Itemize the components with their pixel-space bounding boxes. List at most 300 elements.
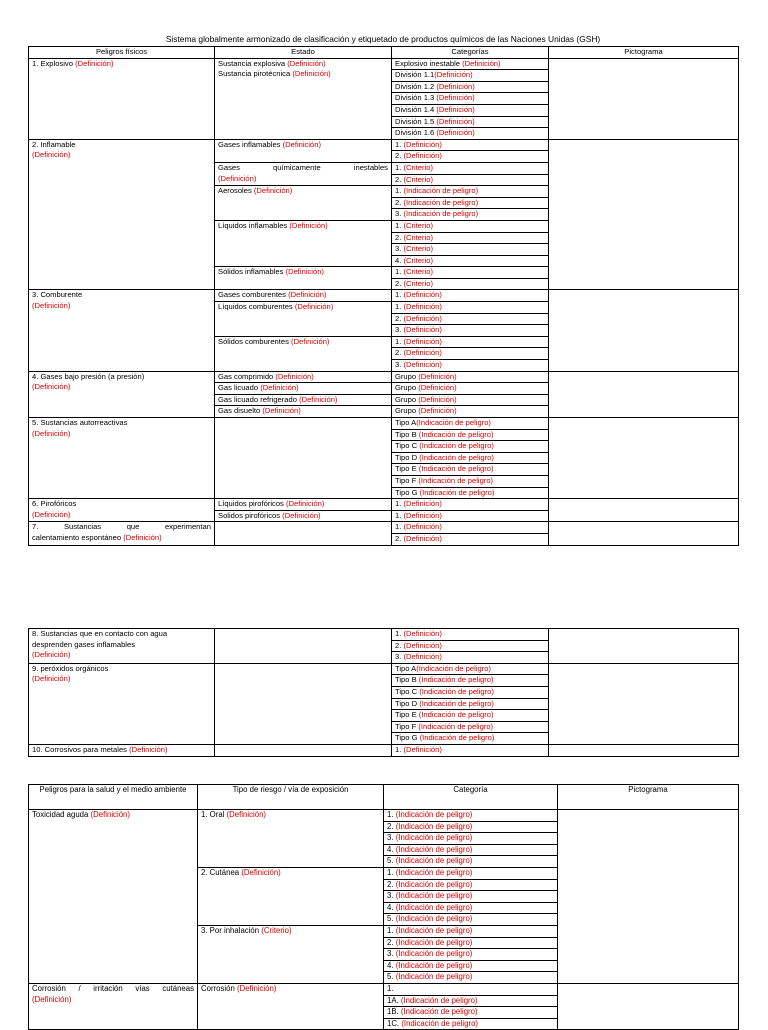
hazard-name: 2. Inflamable xyxy=(32,139,76,149)
criterion-link[interactable]: (Criterio) xyxy=(261,925,292,935)
definition-link[interactable]: (Definición) xyxy=(32,674,71,684)
category-cell xyxy=(392,232,549,244)
category-cell xyxy=(392,174,549,186)
state-cell xyxy=(215,220,392,266)
category-label: 2. xyxy=(395,232,402,242)
table-row xyxy=(29,810,739,822)
category-label: Tipo D xyxy=(395,452,418,462)
table-row xyxy=(29,371,739,383)
definition-link[interactable]: (Definición) xyxy=(32,150,71,160)
category-cell xyxy=(392,139,549,151)
criterion-link[interactable]: (Criterio) xyxy=(403,174,433,184)
column-header: Tipo de riesgo / vía de exposición xyxy=(198,785,384,810)
column-header: Pictograma xyxy=(549,47,739,59)
criterion-link[interactable]: (Criterio) xyxy=(403,255,433,265)
state-cell xyxy=(215,162,392,185)
physical-hazards-table xyxy=(28,46,739,546)
category-label: 3. xyxy=(395,360,402,370)
category-label: Grupo xyxy=(395,383,417,393)
category-cell xyxy=(392,464,549,476)
definition-link[interactable]: (Definición) xyxy=(436,81,475,91)
category-cell xyxy=(392,360,549,372)
hazard-cell xyxy=(29,810,198,984)
table-row xyxy=(29,744,739,756)
hazard-statement-link[interactable]: (Indicación de peligro) xyxy=(395,891,473,901)
category-label: 4. xyxy=(395,255,402,265)
hazard-statement-link[interactable]: (Indicación de peligro) xyxy=(395,937,473,947)
category-cell xyxy=(392,499,549,511)
exposure-cell xyxy=(198,925,384,983)
state-label: Aerosoles xyxy=(218,186,252,196)
category-label: 1. xyxy=(387,810,394,819)
category-cell xyxy=(384,821,558,833)
category-cell xyxy=(392,290,549,302)
definition-link[interactable]: (Definición) xyxy=(226,810,267,819)
hazard-statement-link[interactable]: (Indicación de peligro) xyxy=(395,949,473,959)
category-label: 1. xyxy=(395,499,402,509)
category-label: Grupo xyxy=(395,394,417,404)
definition-link[interactable]: (Definición) xyxy=(403,325,442,335)
state-label: Sustancia pirotécnica xyxy=(218,69,291,79)
state-cell xyxy=(215,663,392,744)
definition-link[interactable]: (Definición) xyxy=(299,394,338,404)
category-cell xyxy=(392,663,549,675)
category-label: Tipo F xyxy=(395,475,417,485)
hazard-name: / xyxy=(78,983,81,993)
state-label: inestables xyxy=(353,162,388,172)
pictogram-cell xyxy=(549,58,739,139)
category-cell xyxy=(392,116,549,128)
exposure-label: 1. Oral xyxy=(201,810,225,819)
state-cell xyxy=(215,371,392,383)
criterion-link[interactable]: (Criterio) xyxy=(403,220,433,230)
category-label: 3. xyxy=(387,891,394,901)
definition-link[interactable]: (Definición) xyxy=(462,58,501,68)
definition-link[interactable]: (Definición) xyxy=(418,383,457,393)
criterion-link[interactable]: (Criterio) xyxy=(403,267,433,277)
definition-link[interactable]: (Definición) xyxy=(275,371,314,381)
category-label: 1. xyxy=(395,186,402,196)
category-label: Tipo G xyxy=(395,487,418,497)
category-label: 1A. xyxy=(387,995,399,1005)
definition-link[interactable]: (Definición) xyxy=(403,744,442,754)
definition-link[interactable]: (Definición) xyxy=(75,58,114,68)
exposure-cell xyxy=(198,810,384,868)
hazard-statement-link[interactable]: (Indicación de peligro) xyxy=(419,487,495,497)
definition-link[interactable]: (Definición) xyxy=(403,336,442,346)
category-cell xyxy=(392,313,549,325)
category-cell xyxy=(384,972,558,984)
definition-link[interactable]: (Definición) xyxy=(403,290,442,300)
exposure-label: 2. Cutánea xyxy=(201,867,240,877)
definition-link[interactable]: (Definición) xyxy=(403,360,442,370)
category-cell xyxy=(392,151,549,163)
hazard-cell xyxy=(29,139,215,290)
category-label: 1. xyxy=(395,302,402,312)
category-label: 2. xyxy=(395,640,402,650)
category-cell xyxy=(392,733,549,745)
category-label: División 1.4 xyxy=(395,104,435,114)
definition-link[interactable]: (Definición) xyxy=(436,104,475,114)
state-cell xyxy=(215,394,392,406)
state-label: Sólidos comburentes xyxy=(218,336,289,346)
hazard-name: desprenden gases inflamables xyxy=(32,639,136,649)
definition-link[interactable]: (Definición) xyxy=(436,128,475,138)
hazard-cell xyxy=(29,629,215,664)
hazard-cell xyxy=(29,418,215,499)
definition-link[interactable]: (Definición) xyxy=(403,499,442,509)
definition-link[interactable]: (Definición) xyxy=(123,532,162,542)
table-row xyxy=(29,629,739,641)
pictogram-cell xyxy=(549,629,739,664)
hazard-name: irritación xyxy=(93,983,123,993)
category-label: 1. xyxy=(395,510,402,520)
category-cell xyxy=(392,244,549,256)
definition-link[interactable]: (Definición) xyxy=(32,301,71,311)
hazard-statement-link[interactable]: (Indicación de peligro) xyxy=(403,197,479,207)
category-label: 1. xyxy=(395,522,402,532)
definition-link[interactable]: (Definición) xyxy=(262,406,301,416)
category-label: 1B. xyxy=(387,1007,399,1017)
category-label: 1. xyxy=(395,162,402,172)
definition-link[interactable]: (Definición) xyxy=(403,640,442,650)
category-label: 3. xyxy=(395,244,402,254)
category-cell xyxy=(392,452,549,464)
category-label: División 1.5 xyxy=(395,116,435,126)
category-cell xyxy=(392,278,549,290)
category-label: 1C. xyxy=(387,1018,400,1028)
category-cell xyxy=(392,710,549,722)
pictogram-cell xyxy=(549,522,739,545)
hazard-statement-link[interactable]: (Indicación de peligro) xyxy=(395,879,473,889)
hazard-name: Corrosión xyxy=(32,983,66,993)
hazard-statement-link[interactable]: (Indicación de peligro) xyxy=(419,441,494,451)
state-cell xyxy=(215,290,392,302)
hazard-statement-link[interactable]: (Indicación de peligro) xyxy=(403,186,479,196)
pictogram-cell xyxy=(549,139,739,290)
category-cell xyxy=(392,429,549,441)
category-cell xyxy=(384,937,558,949)
category-cell xyxy=(384,867,558,879)
hazard-name: 9. peróxidos orgánicos xyxy=(32,663,109,673)
category-label: 1. xyxy=(387,983,394,993)
definition-link[interactable]: (Definición) xyxy=(403,302,442,312)
definition-link[interactable]: (Definición) xyxy=(285,499,325,509)
category-label: 2. xyxy=(387,879,394,889)
category-cell xyxy=(392,220,549,232)
category-cell xyxy=(384,995,558,1007)
category-cell xyxy=(392,522,549,534)
definition-link[interactable]: (Definición) xyxy=(291,336,330,346)
column-header: Categoría xyxy=(384,785,558,810)
category-label: División 1.1 xyxy=(395,70,435,80)
hazard-name: 3. Comburente xyxy=(32,290,83,300)
definition-link[interactable]: (Definición) xyxy=(285,267,324,277)
state-cell xyxy=(215,267,392,290)
category-label: 3. xyxy=(395,325,402,335)
definition-link[interactable]: (Definición) xyxy=(403,313,442,323)
hazard-cell xyxy=(29,499,215,522)
category-cell xyxy=(384,833,558,845)
hazard-name: vías xyxy=(135,983,150,993)
category-label: Tipo A xyxy=(395,418,417,427)
table-header-row xyxy=(29,47,739,59)
hazard-statement-link[interactable]: (Indicación de peligro) xyxy=(395,867,473,877)
hazard-cell xyxy=(29,983,198,1029)
category-cell xyxy=(392,418,549,430)
category-cell xyxy=(392,675,549,687)
category-label: Tipo A xyxy=(395,663,417,673)
category-cell xyxy=(392,698,549,710)
definition-link[interactable]: (Definición) xyxy=(289,220,328,230)
definition-link[interactable]: (Definición) xyxy=(32,994,72,1004)
category-cell xyxy=(384,960,558,972)
category-cell xyxy=(392,325,549,337)
table-row xyxy=(29,290,739,302)
category-label: Tipo C xyxy=(395,686,418,696)
exposure-cell xyxy=(198,983,384,1029)
category-cell xyxy=(384,902,558,914)
definition-link[interactable]: (Definición) xyxy=(403,629,442,638)
hazard-statement-link[interactable]: (Indicación de peligro) xyxy=(395,960,473,970)
exposure-cell xyxy=(198,867,384,925)
definition-link[interactable]: (Definición) xyxy=(418,406,457,416)
hazard-statement-link[interactable]: (Indicación de peligro) xyxy=(419,698,494,708)
hazard-name: Sustancias xyxy=(63,522,102,532)
definition-link[interactable]: (Definición) xyxy=(434,70,473,80)
category-cell xyxy=(384,856,558,868)
criterion-link[interactable]: (Criterio) xyxy=(403,244,433,254)
definition-link[interactable]: (Definición) xyxy=(436,116,475,126)
hazard-statement-link[interactable]: (Indicación de peligro) xyxy=(401,1018,479,1028)
category-label: 1. xyxy=(395,744,402,754)
hazard-statement-link[interactable]: (Indicación de peligro) xyxy=(416,663,491,673)
category-label: Explosivo inestable xyxy=(395,58,461,68)
state-label: Gas disuelto xyxy=(218,406,261,416)
definition-link[interactable]: (Definición) xyxy=(292,69,331,79)
definition-link[interactable]: (Definición) xyxy=(282,139,321,149)
hazard-statement-link[interactable]: (Indicación de peligro) xyxy=(395,856,473,866)
hazard-statement-link[interactable]: (Indicación de peligro) xyxy=(418,464,494,474)
category-cell xyxy=(392,510,549,522)
category-label: Tipo B xyxy=(395,429,417,439)
state-cell xyxy=(215,406,392,418)
definition-link[interactable]: (Definición) xyxy=(294,302,334,312)
hazard-statement-link[interactable]: (Indicación de peligro) xyxy=(419,452,494,462)
pictogram-cell xyxy=(549,290,739,371)
state-label: Solidos pirofóricos xyxy=(218,510,281,520)
definition-link[interactable]: (Definición) xyxy=(129,744,168,754)
pictogram-cell xyxy=(549,499,739,522)
category-cell xyxy=(392,70,549,82)
definition-link[interactable]: (Definición) xyxy=(403,652,442,662)
category-cell xyxy=(384,925,558,937)
definition-link[interactable]: (Definición) xyxy=(418,394,457,404)
hazard-cell xyxy=(29,290,215,371)
definition-link[interactable]: (Definición) xyxy=(253,186,293,196)
document-title: Sistema globalmente armonizado de clasificación y etiquetado de productos químicos de las Naciones Unidas (GSH) xyxy=(165,34,601,44)
hazard-statement-link[interactable]: (Indicación de peligro) xyxy=(419,686,494,696)
hazard-statement-link[interactable]: (Indicación de peligro) xyxy=(395,821,473,831)
hazard-statement-link[interactable]: (Indicación de peligro) xyxy=(419,733,495,743)
state-cell xyxy=(215,522,392,545)
definition-link[interactable]: (Definición) xyxy=(241,867,281,877)
category-cell xyxy=(392,162,549,174)
category-cell xyxy=(392,267,549,279)
hazard-statement-link[interactable]: (Indicación de peligro) xyxy=(395,902,473,912)
category-label: Tipo G xyxy=(395,733,418,743)
criterion-link[interactable]: (Criterio) xyxy=(403,162,433,172)
category-cell xyxy=(392,104,549,116)
criterion-link[interactable]: (Criterio) xyxy=(403,278,433,288)
category-label: 2. xyxy=(395,278,402,288)
category-label: 1. xyxy=(395,290,402,300)
category-cell xyxy=(392,475,549,487)
hazard-statement-link[interactable]: (Indicación de peligro) xyxy=(395,833,473,843)
definition-link[interactable]: (Definición) xyxy=(403,348,442,358)
definition-link[interactable]: (Definición) xyxy=(418,371,457,381)
state-label: Gas licuado xyxy=(218,383,259,393)
category-cell xyxy=(392,721,549,733)
hazard-statement-link[interactable]: (Indicación de peligro) xyxy=(418,475,494,485)
hazard-statement-link[interactable]: (Indicación de peligro) xyxy=(395,972,473,982)
criterion-link[interactable]: (Criterio) xyxy=(403,232,433,242)
category-cell xyxy=(384,810,558,822)
hazard-statement-link[interactable]: (Indicación de peligro) xyxy=(400,995,478,1005)
hazard-statement-link[interactable]: (Indicación de peligro) xyxy=(403,209,479,219)
category-cell xyxy=(392,394,549,406)
state-label: Gas licuado refrigerado xyxy=(218,394,297,404)
category-cell xyxy=(392,348,549,360)
category-label: Tipo B xyxy=(395,675,417,685)
pictogram-cell xyxy=(549,744,739,756)
category-label: Tipo C xyxy=(395,441,418,451)
state-cell xyxy=(215,186,392,221)
category-cell xyxy=(384,983,558,995)
state-label: Líquidos pirofóricos xyxy=(218,499,284,509)
definition-link[interactable]: (Definición) xyxy=(32,509,71,519)
definition-link[interactable]: (Definición) xyxy=(288,290,327,300)
definition-link[interactable]: (Definición) xyxy=(282,510,321,520)
hazard-statement-link[interactable]: (Indicación de peligro) xyxy=(395,810,473,819)
category-cell xyxy=(392,686,549,698)
hazard-cell xyxy=(29,522,215,545)
hazard-statement-link[interactable]: (Indicación de peligro) xyxy=(418,429,494,439)
definition-link[interactable]: (Definición) xyxy=(403,522,442,532)
category-label: 2. xyxy=(395,174,402,184)
category-label: Tipo E xyxy=(395,710,417,720)
column-header: Categorías xyxy=(392,47,549,59)
category-cell xyxy=(392,629,549,641)
pictogram-cell xyxy=(558,810,739,984)
category-label: 1. xyxy=(387,925,394,935)
definition-link[interactable]: (Definición) xyxy=(436,93,475,103)
state-cell xyxy=(215,629,392,664)
category-cell xyxy=(392,406,549,418)
definition-link[interactable]: (Definición) xyxy=(32,650,71,660)
category-cell xyxy=(392,302,549,314)
pictogram-cell xyxy=(549,418,739,499)
hazard-cell xyxy=(29,371,215,417)
table-row xyxy=(29,139,739,151)
category-label: División 1.2 xyxy=(395,81,435,91)
hazard-name: 6. Pirofóricos xyxy=(32,499,77,509)
table-header-row xyxy=(29,785,739,810)
hazard-statement-link[interactable]: (Indicación de peligro) xyxy=(395,844,473,854)
exposure-label: Corrosión xyxy=(201,983,235,993)
column-header: Peligros para la salud y el medio ambiente xyxy=(29,785,198,810)
category-label: Tipo F xyxy=(395,721,417,731)
definition-link[interactable]: (Definición) xyxy=(218,173,257,183)
category-label: 4. xyxy=(387,844,394,854)
hazard-name: 1. Explosivo xyxy=(32,58,73,68)
category-cell xyxy=(384,844,558,856)
category-label: 4. xyxy=(387,902,394,912)
definition-link[interactable]: (Definición) xyxy=(260,383,299,393)
column-header: Pictograma xyxy=(558,785,739,810)
hazard-statement-link[interactable]: (Indicación de peligro) xyxy=(395,914,473,924)
hazard-statement-link[interactable]: (Indicación de peligro) xyxy=(418,710,494,720)
category-label: 1. xyxy=(395,629,402,638)
hazard-statement-link[interactable]: (Indicación de peligro) xyxy=(400,1007,478,1017)
category-cell xyxy=(392,533,549,545)
definition-link[interactable]: (Definición) xyxy=(403,139,442,149)
table-row xyxy=(29,522,739,534)
definition-link[interactable]: (Definición) xyxy=(32,382,71,392)
state-cell xyxy=(215,336,392,371)
definition-link[interactable]: (Definición) xyxy=(90,810,130,819)
table-row xyxy=(29,983,739,995)
category-label: 2. xyxy=(395,151,402,161)
hazard-statement-link[interactable]: (Indicación de peligro) xyxy=(418,675,494,685)
category-cell xyxy=(392,336,549,348)
definition-link[interactable]: (Definición) xyxy=(236,983,277,993)
category-label: 1. xyxy=(395,267,402,277)
hazard-name: 4. Gases bajo presión (a presión) xyxy=(32,371,145,381)
state-label: Líquidos inflamables xyxy=(218,220,288,230)
category-cell xyxy=(384,914,558,926)
hazard-statement-link[interactable]: (Indicación de peligro) xyxy=(418,721,494,731)
definition-link[interactable]: (Definición) xyxy=(287,58,326,68)
category-label: 3. xyxy=(387,833,394,843)
category-label: 2. xyxy=(395,348,402,358)
state-cell xyxy=(215,418,392,499)
category-cell xyxy=(392,640,549,652)
table-row xyxy=(29,418,739,430)
category-cell xyxy=(392,744,549,756)
category-cell xyxy=(384,949,558,961)
hazard-statement-link[interactable]: (Indicación de peligro) xyxy=(416,418,491,427)
definition-link[interactable]: (Definición) xyxy=(403,151,442,161)
state-label: Líquidos comburentes xyxy=(218,302,293,312)
category-label: 3. xyxy=(395,652,402,662)
category-cell xyxy=(392,186,549,198)
category-cell xyxy=(392,371,549,383)
category-cell xyxy=(392,441,549,453)
hazard-name: calentamiento espontáneo xyxy=(32,532,122,542)
category-label: 4. xyxy=(387,960,394,970)
state-cell xyxy=(215,499,392,511)
definition-link[interactable]: (Definición) xyxy=(32,428,71,438)
table-row xyxy=(29,663,739,675)
category-label: 2. xyxy=(395,533,402,543)
definition-link[interactable]: (Definición) xyxy=(403,533,442,543)
category-label: 2. xyxy=(387,821,394,831)
pictogram-cell xyxy=(549,663,739,744)
definition-link[interactable]: (Definición) xyxy=(403,510,442,520)
hazard-statement-link[interactable]: (Indicación de peligro) xyxy=(395,925,473,935)
state-cell xyxy=(215,302,392,337)
